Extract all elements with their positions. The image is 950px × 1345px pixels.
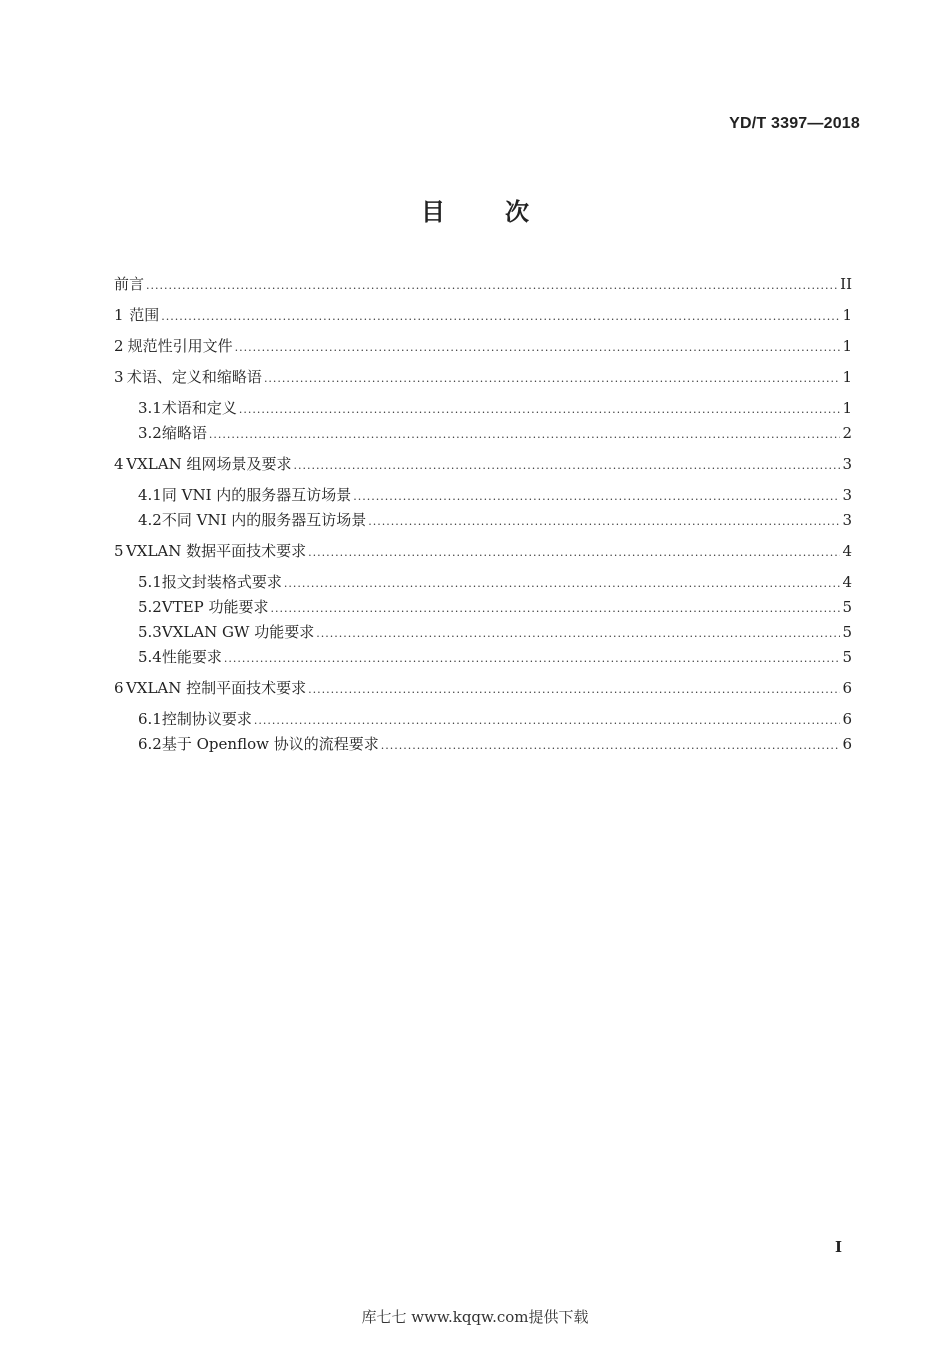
toc-leader xyxy=(224,647,841,669)
toc-entry[interactable] xyxy=(114,305,852,327)
toc-leader xyxy=(239,398,841,420)
toc-entry[interactable] xyxy=(114,336,852,358)
toc-entry-page: 5 xyxy=(842,648,852,666)
toc-entry-number: 4 xyxy=(114,455,124,473)
toc-entry-page: 1 xyxy=(842,306,852,324)
toc-entry-number: 5.1 xyxy=(138,573,162,591)
toc-entry-page: 3 xyxy=(842,486,852,504)
toc-subentry[interactable] xyxy=(138,647,852,669)
toc-entry[interactable] xyxy=(114,678,852,700)
toc-subentry[interactable] xyxy=(138,597,852,619)
toc-subentry[interactable] xyxy=(138,622,852,644)
toc-leader xyxy=(271,597,841,619)
page-number: I xyxy=(834,1238,842,1256)
toc-entry-label: 前言 xyxy=(114,275,145,293)
toc-leader xyxy=(146,274,838,296)
toc-entry-number: 2 xyxy=(114,337,124,355)
toc-entry-page: 5 xyxy=(842,598,852,616)
toc-entry-number: 1 xyxy=(114,306,124,324)
toc-subentry[interactable] xyxy=(138,510,852,532)
toc-entry-number: 5 xyxy=(114,542,124,560)
toc-leader xyxy=(254,709,841,731)
toc-entry-number: 3 xyxy=(114,368,124,386)
toc-entry-label: VXLAN GW 功能要求 xyxy=(161,623,315,641)
toc-subentry[interactable] xyxy=(138,398,852,420)
toc-entry-number: 5.4 xyxy=(138,648,162,666)
toc-subentry[interactable] xyxy=(138,709,852,731)
toc-leader xyxy=(308,678,840,700)
toc-entry-number: 6 xyxy=(114,679,124,697)
standard-code: YD/T 3397—2018 xyxy=(729,115,860,132)
toc-entry-label: VXLAN 组网场景及要求 xyxy=(126,455,292,473)
toc-entry-label: 性能要求 xyxy=(161,648,222,666)
download-footer: 库七七 www.kqqw.com提供下载 xyxy=(361,1308,589,1326)
toc-leader xyxy=(284,572,841,594)
toc-entry-page: 5 xyxy=(842,623,852,641)
toc-entry-page: 4 xyxy=(842,573,852,591)
toc-subentry[interactable] xyxy=(138,734,852,756)
toc-entry-label: 术语、定义和缩略语 xyxy=(126,368,262,386)
toc-entry-label: VTEP 功能要求 xyxy=(161,598,269,616)
toc-entry-label: 报文封装格式要求 xyxy=(161,573,282,591)
toc-leader xyxy=(381,734,841,756)
toc-title xyxy=(0,192,950,227)
toc-entry-page: II xyxy=(840,275,852,293)
toc-entry[interactable] xyxy=(114,367,852,389)
toc-entry-label: 缩略语 xyxy=(161,424,207,442)
toc-title-char-2: 次 xyxy=(505,198,529,226)
toc-leader xyxy=(209,423,841,445)
toc-leader xyxy=(308,541,840,563)
toc-entry-number: 6.1 xyxy=(138,710,162,728)
toc-entry-foreword[interactable] xyxy=(114,274,852,296)
toc-entry-label: VXLAN 数据平面技术要求 xyxy=(125,542,307,560)
toc-entry-page: 3 xyxy=(842,511,852,529)
toc-entry-number: 5.2 xyxy=(138,598,162,616)
toc-entry-page: 2 xyxy=(842,424,852,442)
toc-entry-label: 同 VNI 内的服务器互访场景 xyxy=(161,486,352,504)
toc-subentry[interactable] xyxy=(138,572,852,594)
toc-entry-label: VXLAN 控制平面技术要求 xyxy=(125,679,307,697)
toc-entry-page: 6 xyxy=(842,710,852,728)
toc-entry-page: 3 xyxy=(842,455,852,473)
toc-entry-number: 4.1 xyxy=(138,486,162,504)
toc-entry[interactable] xyxy=(114,541,852,563)
toc-entry-page: 4 xyxy=(842,542,852,560)
toc-entry-page: 1 xyxy=(842,399,852,417)
toc-leader xyxy=(264,367,841,389)
toc-entry-label: 术语和定义 xyxy=(161,399,237,417)
toc-leader xyxy=(316,622,840,644)
toc-entry-label: 范围 xyxy=(129,306,160,324)
toc-entry-page: 6 xyxy=(842,735,852,753)
toc-entry-number: 5.3 xyxy=(138,623,162,641)
toc-entry-number: 3.2 xyxy=(138,424,162,442)
toc-entry-number: 4.2 xyxy=(138,511,162,529)
toc-entry-label: 基于 Openflow 协议的流程要求 xyxy=(161,735,379,753)
toc-leader xyxy=(235,336,841,358)
toc-leader xyxy=(368,510,840,532)
toc-leader xyxy=(161,305,840,327)
toc-entry[interactable] xyxy=(114,454,852,476)
toc-entry-number: 3.1 xyxy=(138,399,162,417)
toc-entry-number: 6.2 xyxy=(138,735,162,753)
toc-leader xyxy=(293,454,840,476)
toc-entry-label: 规范性引用文件 xyxy=(127,337,233,355)
toc-entry-page: 1 xyxy=(842,337,852,355)
toc-entry-page: 1 xyxy=(842,368,852,386)
toc-entry-page: 6 xyxy=(842,679,852,697)
toc-subentry[interactable] xyxy=(138,485,852,507)
toc-entry-label: 不同 VNI 内的服务器互访场景 xyxy=(161,511,367,529)
toc-title-char-1: 目 xyxy=(421,198,445,226)
toc-entry-label: 控制协议要求 xyxy=(161,710,252,728)
toc-subentry[interactable] xyxy=(138,423,852,445)
toc-leader xyxy=(353,485,840,507)
